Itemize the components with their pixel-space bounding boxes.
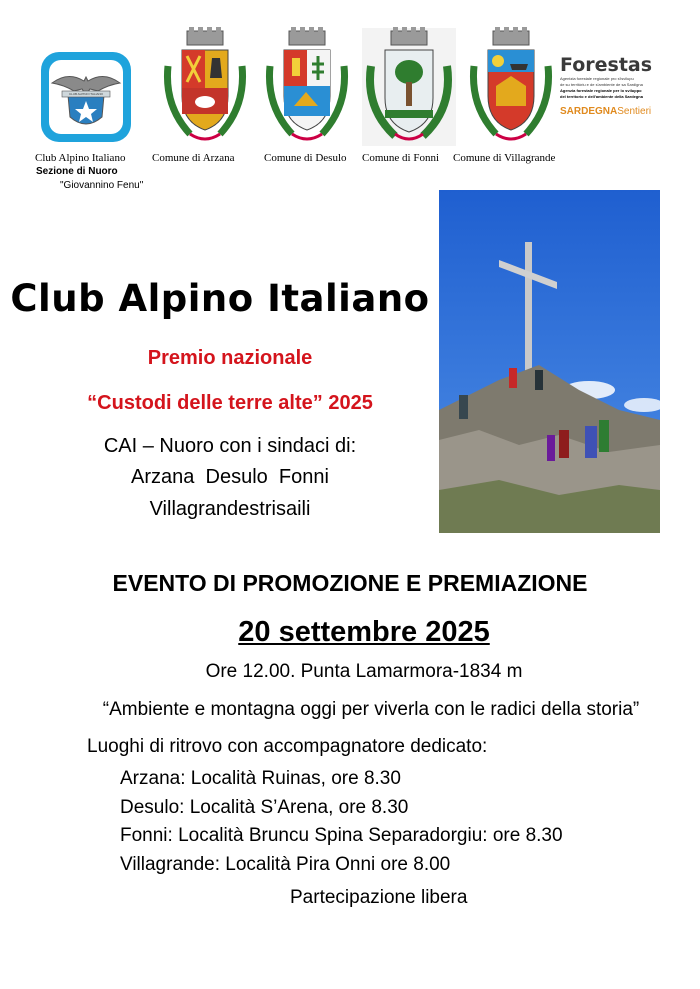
event-time-place: Ore 12.00. Punta Lamarmora-1834 m (205, 661, 523, 682)
meeting-item-villagrande: Villagrande: Località Pira Onni ore 8.00 (120, 853, 451, 875)
cai-group: "Giovannino Fenu" (60, 180, 144, 191)
sardegna-sentieri (560, 104, 660, 118)
villagrande-crest (466, 26, 556, 150)
desulo-crest (262, 26, 352, 150)
sentieri-label: Sentieri (617, 106, 652, 117)
cai-caption: Club Alpino Italiano (35, 152, 126, 164)
meeting-list (120, 765, 563, 879)
meeting-item-desulo: Desulo: Località S’Arena, ore 8.30 (120, 796, 409, 818)
sardegna-label: SARDEGNA (560, 106, 618, 117)
meeting-item-arzana: Arzana: Località Ruinas, ore 8.30 (120, 768, 401, 789)
forestas-line1: Agentzia forestale regionale pro s'isvilupu (560, 76, 634, 81)
forestas-name: Forestas (560, 54, 653, 76)
cai-logo (38, 49, 134, 145)
custodi-title: “Custodi delle terre alte” 2025 (87, 392, 373, 414)
fonni-crest (361, 26, 457, 150)
premio-title: Premio nazionale (147, 347, 313, 369)
page-title: Club Alpino Italiano (10, 277, 430, 320)
cai-line: CAI – Nuoro con i sindaci di: (103, 435, 357, 457)
meeting-title: Luoghi di ritrovo con accompagnatore dedicato: (87, 736, 488, 757)
cai-badge-text: CLUB ALPINO ITALIANO (69, 92, 103, 96)
event-motto: “Ambiente e montagna oggi per viverla con le radici della storia” (102, 699, 640, 720)
event-date: 20 settembre 2025 (238, 616, 490, 648)
summit-photo (439, 190, 660, 533)
forestas-line4: del territorio e dell'ambiente della Sardegna (560, 94, 643, 99)
cai-section: Sezione di Nuoro (36, 166, 118, 177)
desulo-caption: Comune di Desulo (264, 152, 347, 164)
arzana-crest (160, 26, 250, 150)
event-title: EVENTO DI PROMOZIONE E PREMIAZIONE (112, 570, 588, 596)
arzana-caption: Comune di Arzana (152, 152, 235, 164)
forestas-line2: de su territòriu e de s'ambiente de sa Sardigna (560, 82, 643, 87)
towns-line: Arzana Desulo Fonni (131, 466, 329, 488)
fonni-caption: Comune di Fonni (362, 152, 440, 164)
villagrande-caption: Comune di Villagrande (453, 152, 556, 164)
meeting-item-fonni: Fonni: Località Bruncu Spina Separadorgiu: ore 8.30 (120, 825, 563, 846)
town-last-line: Villagrandestrisaili (149, 498, 311, 520)
forestas-logo (560, 54, 660, 134)
forestas-line3: Agenzia forestale regionale per lo sviluppo (560, 88, 642, 93)
footer-text: Partecipazione libera (290, 887, 468, 908)
